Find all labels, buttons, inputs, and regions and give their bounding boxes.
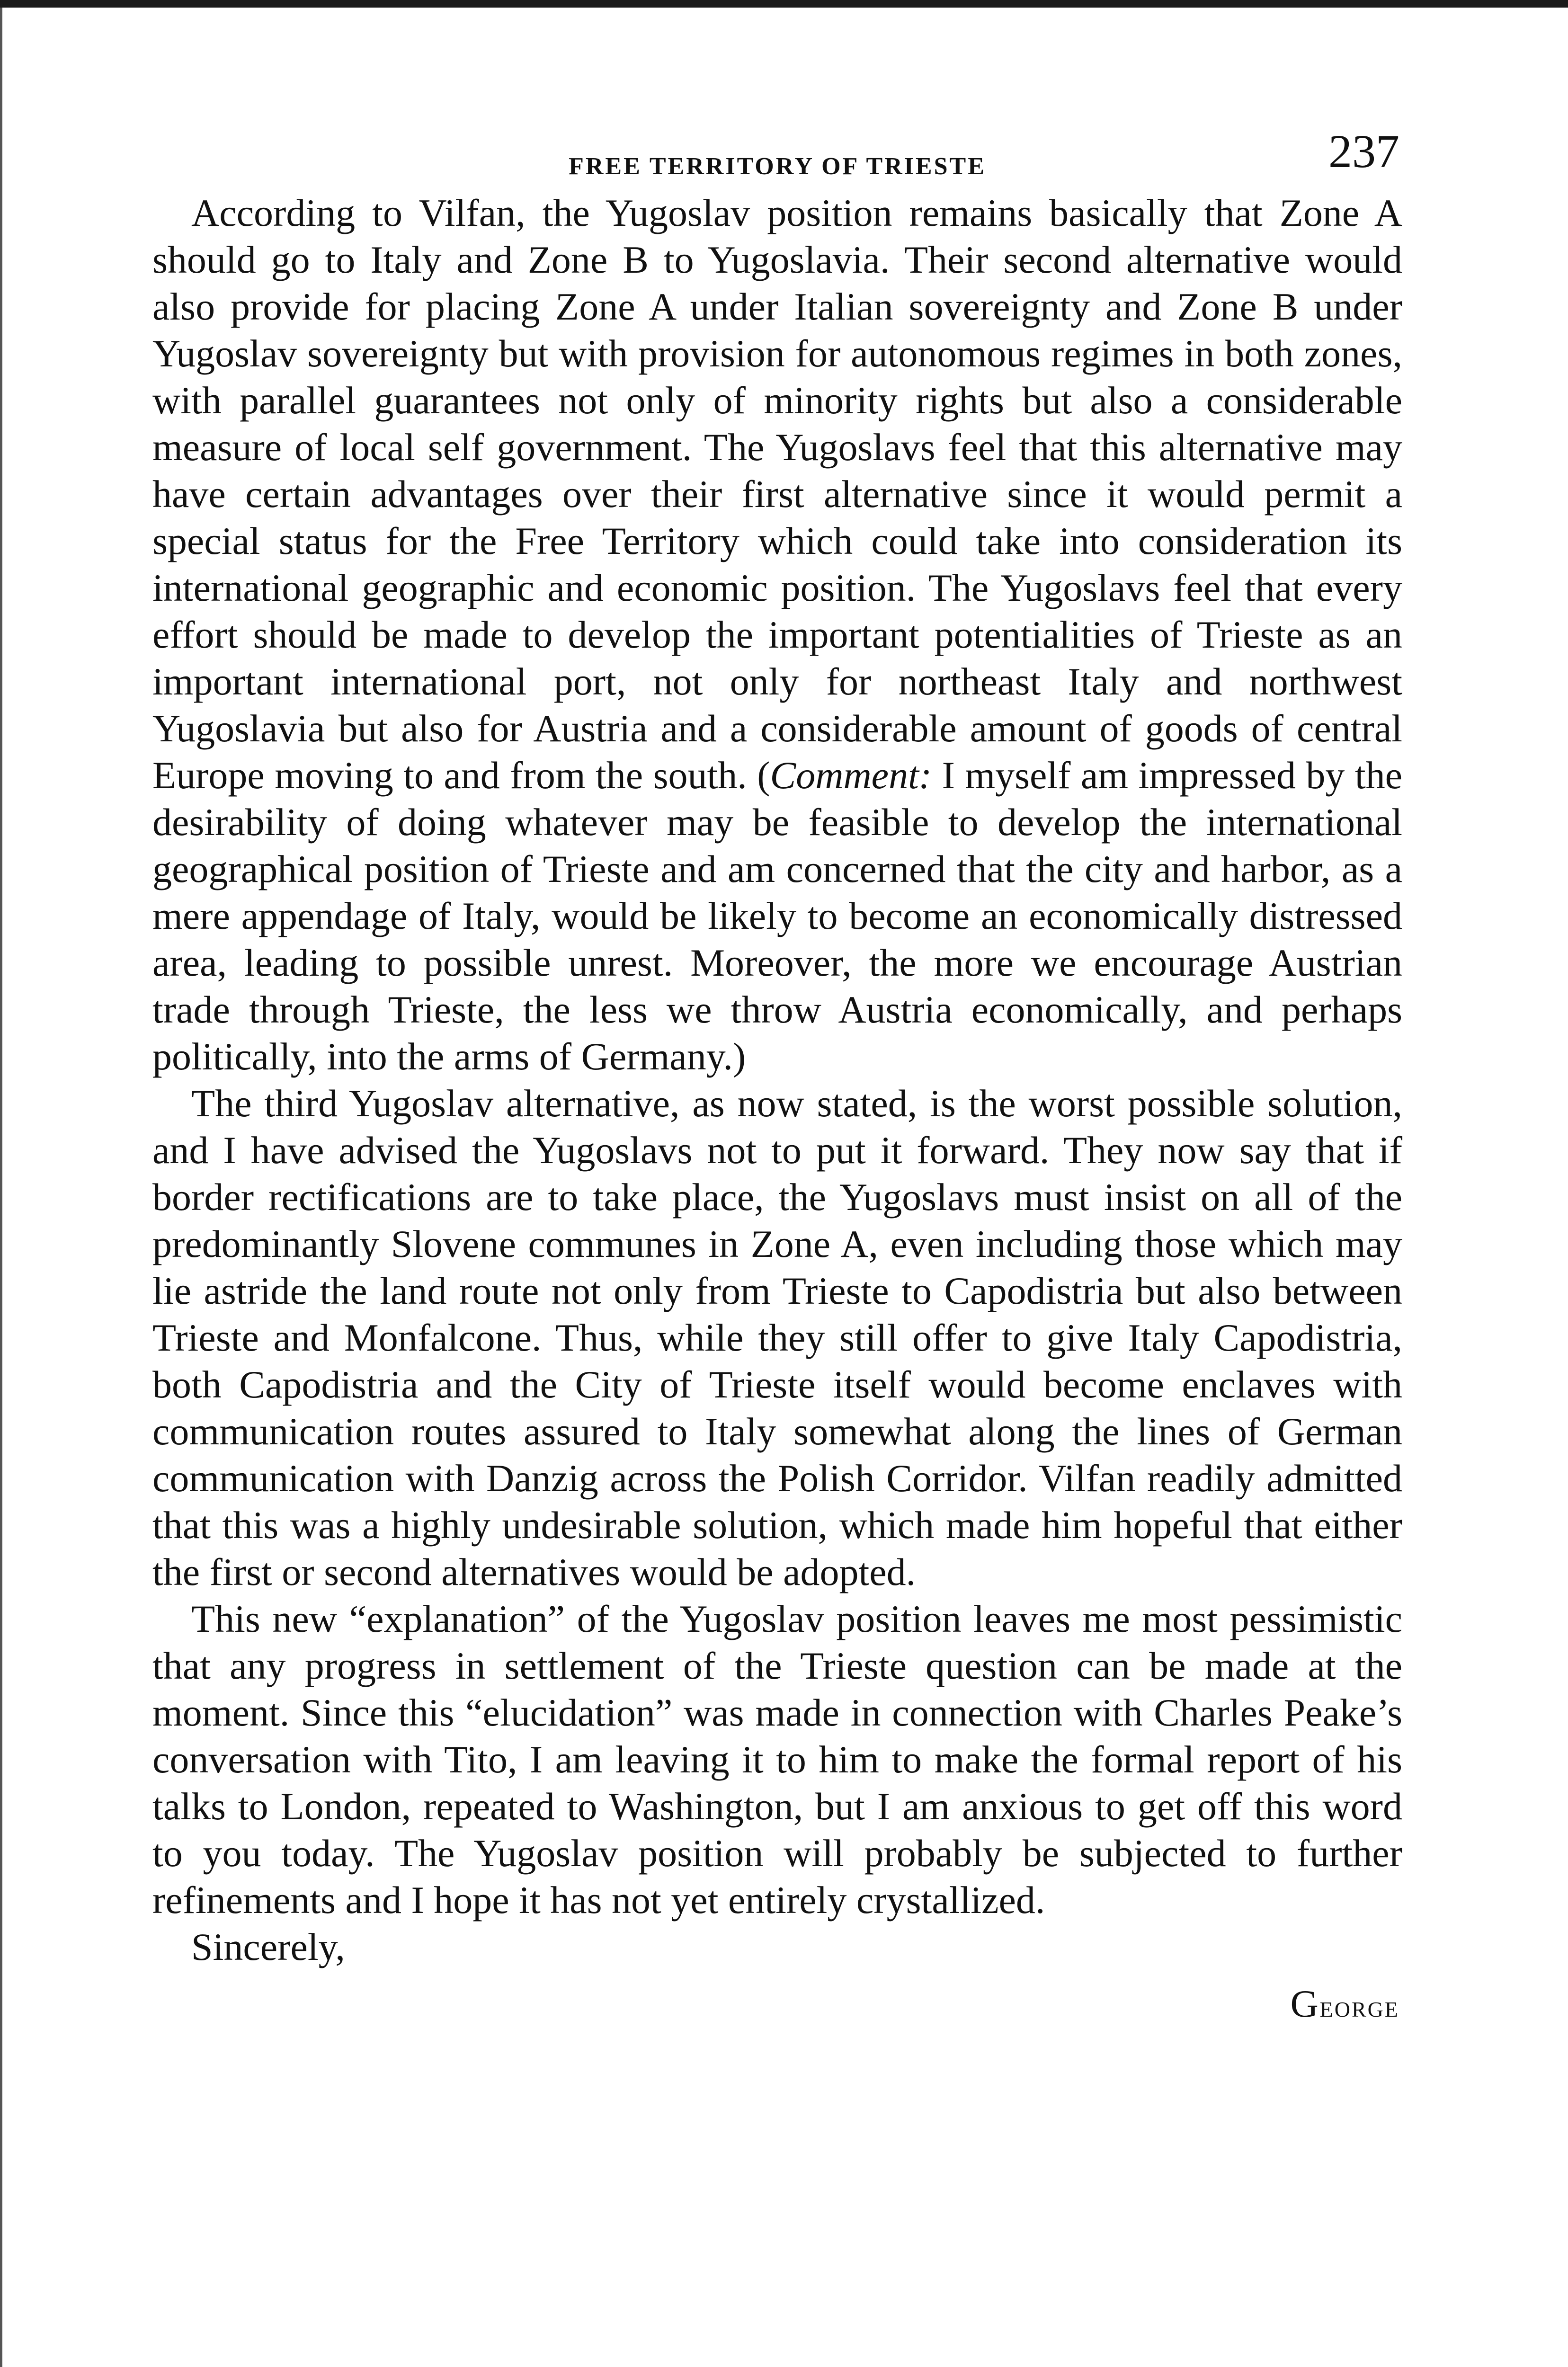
running-head: [152, 125, 1402, 189]
paragraph-1-text-b: I myself am impressed by the desirability of doing whatever may be feasible to develop the international geographical position of Trieste and am concerned that the city and harbor, as a mere appendage of Italy, would be likely to become an economically distressed area, leading to possible unrest. Moreover, the more we encourage Austrian trade through Trieste, the less we throw Austria economically, and perhaps politically, into the arms of Germany.): [152, 754, 1403, 1078]
paragraph-1-text-a: According to Vilfan, the Yugoslav position remains basically that Zone A should go to Italy and Zone B to Yugoslavia. Their second alternative would also provide for placing Zone A under Italian sovereignty and Zone B under Yugoslav sovereignty but with provision for autonomous regimes in both zones, with parallel guarantees not only of minority rights but also a considerable measure of local self government. The Yugoslavs feel that this alternative may have certain advantages over their first alternative since it would permit a special status for the Free Territory which could take into consideration its international geographic and economic position. The Yugoslavs feel that every effort should be made to develop the important potentialities of Trieste as an important international port, not only for northeast Italy and northwest Yugoslavia but also for Austria and a considerable amount of goods of central Europe moving to and from the south. (: [152, 191, 1402, 797]
signature-initial: G: [1290, 1982, 1320, 2025]
signature: [152, 1982, 1402, 2026]
signature-rest: eorge: [1319, 1989, 1399, 2024]
document-page: [152, 125, 1403, 2026]
top-scan-edge: [0, 0, 1568, 8]
running-title: FREE TERRITORY OF TRIESTE: [569, 153, 986, 180]
paragraph-3: This new “explanation” of the Yugoslav position leaves me most pessimistic that any progress in settlement of the Trieste question can be made at the moment. Since this “elucidation” was made in connection with Charles Peake’s conversation with Tito, I am leaving it to him to make the formal report of his talks to London, repeated to Washington, but I am anxious to get off this word to you today. The Yugoslav position will probably be subjected to further refinements and I hope it has not yet entirely crystallized.: [152, 1597, 1402, 1922]
paragraph-1: [152, 189, 1402, 1080]
paragraph-2: The third Yugoslav alternative, as now stated, is the worst possible solution, and I have advised the Yugoslavs not to put it forward. They now say that if border rectifications are to take place, the Yugoslavs must insist on all of the predominantly Slovene communes in Zone A, even including those which may lie astride the land route not only from Trieste to Capodistria but also between Trieste and Monfalcone. Thus, while they still offer to give Italy Capodistria, both Capodistria and the City of Trieste itself would become enclaves with communication routes assured to Italy somewhat along the lines of German communication with Danzig across the Polish Corridor. Vilfan readily admitted that this was a highly undesirable solution, which made him hopeful that either the first or second alternatives would be adopted.: [152, 1082, 1402, 1593]
letter-body: [152, 189, 1402, 1970]
closing-salutation: Sincerely,: [191, 1925, 345, 1968]
comment-label: Comment:: [770, 754, 932, 797]
left-scan-edge: [0, 8, 2, 2367]
page-number: 237: [1328, 125, 1399, 178]
